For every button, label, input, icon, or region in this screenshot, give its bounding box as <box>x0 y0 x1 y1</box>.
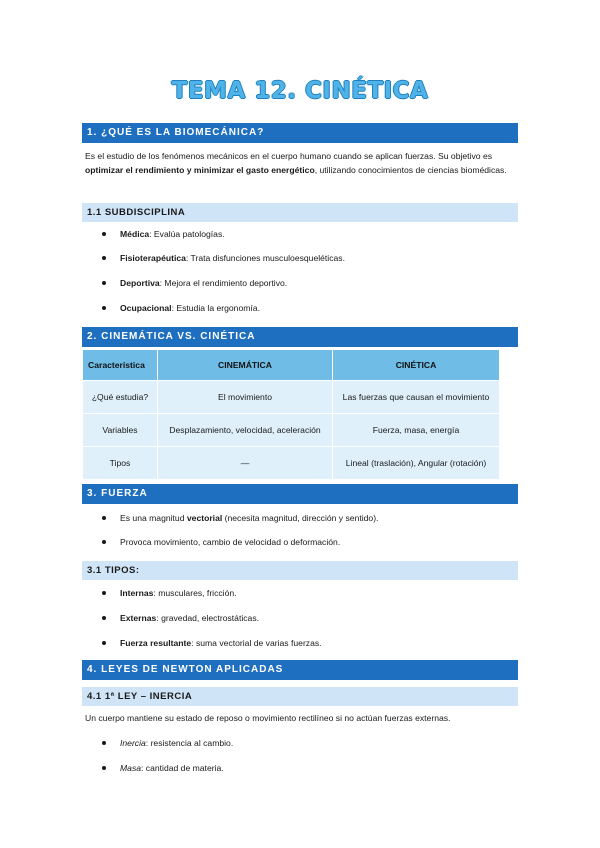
table-cell: Tipos <box>83 447 158 480</box>
bullet-icon <box>102 516 106 520</box>
list-item-term: Externas <box>120 613 157 623</box>
comparison-table <box>82 349 500 480</box>
paragraph-bold-text: optimizar el rendimiento y minimizar el gasto energético <box>85 165 315 175</box>
list-item-term: Deportiva <box>120 278 160 288</box>
list-item-term: Internas <box>120 588 154 598</box>
table-cell: Variables <box>83 414 158 447</box>
list-item <box>102 762 224 774</box>
bullet-icon <box>102 591 106 595</box>
bullet-icon <box>102 540 106 544</box>
bullet-icon <box>102 641 106 645</box>
bullet-icon <box>102 306 106 310</box>
biomecanica-paragraph <box>85 149 515 177</box>
bullet-icon <box>102 616 106 620</box>
table-row <box>83 414 500 447</box>
list-item-term: vectorial <box>186 513 223 523</box>
list-item-text: : gravedad, electrostáticas. <box>156 613 260 623</box>
paragraph-text: , utilizando conocimientos de ciencias biomédicas. <box>314 165 507 175</box>
list-item-term: Inercia <box>120 738 146 748</box>
list-item <box>102 252 345 264</box>
table-cell: Las fuerzas que causan el movimiento <box>333 381 500 414</box>
list-item-text: : Evalúa patologías. <box>149 229 225 239</box>
list-item-term: Masa <box>120 763 142 773</box>
list-item <box>102 587 237 599</box>
list-item-text: : Trata disfunciones musculoesqueléticas. <box>185 253 345 263</box>
list-item <box>102 228 225 240</box>
list-item-term: Fuerza resultante <box>120 638 192 648</box>
list-item-text: : resistencia al cambio. <box>145 738 234 748</box>
paragraph-text: Es el estudio de los fenómenos mecánicos en el cuerpo humano cuando se aplican fuerzas. Su objetivo es <box>85 151 493 161</box>
list-item-term: Fisioterapéutica <box>120 253 186 263</box>
list-item-text: (necesita magnitud, dirección y sentido). <box>222 513 379 523</box>
bullet-icon <box>102 741 106 745</box>
bullet-icon <box>102 281 106 285</box>
list-item-text: : cantidad de materia. <box>141 763 224 773</box>
list-item <box>102 612 259 624</box>
list-item <box>102 737 233 749</box>
list-item <box>102 302 260 314</box>
list-item-text: : Estudia la ergonomía. <box>171 303 260 313</box>
table-row <box>83 447 500 480</box>
bullet-icon <box>102 766 106 770</box>
subsection-heading-inercia: 4.1 1ª LEY – INERCIA <box>82 687 518 706</box>
list-item-term: Médica <box>120 229 150 239</box>
list-item <box>102 536 340 548</box>
list-item-text: Provoca movimiento, cambio de velocidad o deformación. <box>120 537 341 547</box>
list-item-term: Ocupacional <box>120 303 172 313</box>
list-item <box>102 277 287 289</box>
list-item <box>102 512 378 524</box>
section-heading-cinematica-vs-cinetica: 2. CINEMÁTICA VS. CINÉTICA <box>82 327 518 347</box>
subsection-heading-subdisciplina: 1.1 SUBDISCIPLINA <box>82 203 518 222</box>
inercia-paragraph: Un cuerpo mantiene su estado de reposo o movimiento rectilíneo si no actúan fuerzas externas. <box>85 713 451 723</box>
table-header-row <box>83 350 500 381</box>
section-heading-biomecanica: 1. ¿QUÉ ES LA BIOMECÁNICA? <box>82 123 518 143</box>
table-cell: El movimiento <box>158 381 333 414</box>
bullet-icon <box>102 232 106 236</box>
section-heading-leyes-newton: 4. LEYES DE NEWTON APLICADAS <box>82 660 518 680</box>
list-item-text: : suma vectorial de varias fuerzas. <box>191 638 322 648</box>
subsection-heading-tipos: 3.1 TIPOS: <box>82 561 518 580</box>
table-cell: Lineal (traslación), Angular (rotación) <box>333 447 500 480</box>
table-row <box>83 381 500 414</box>
section-heading-fuerza: 3. FUERZA <box>82 484 518 504</box>
list-item-text: : Mejora el rendimiento deportivo. <box>159 278 288 288</box>
page-title: TEMA 12. CINÉTICA <box>171 78 429 104</box>
list-item <box>102 637 322 649</box>
list-item-text: : musculares, fricción. <box>153 588 237 598</box>
table-cell: ¿Qué estudia? <box>83 381 158 414</box>
table-cell: Fuerza, masa, energía <box>333 414 500 447</box>
list-item-text: Es una magnitud <box>120 513 187 523</box>
table-cell: — <box>158 447 333 480</box>
table-cell: Desplazamiento, velocidad, aceleración <box>158 414 333 447</box>
table-header-cell: CINEMÁTICA <box>158 350 333 381</box>
table-header-cell: Característica <box>83 350 158 381</box>
bullet-icon <box>102 256 106 260</box>
table-header-cell: CINÉTICA <box>333 350 500 381</box>
